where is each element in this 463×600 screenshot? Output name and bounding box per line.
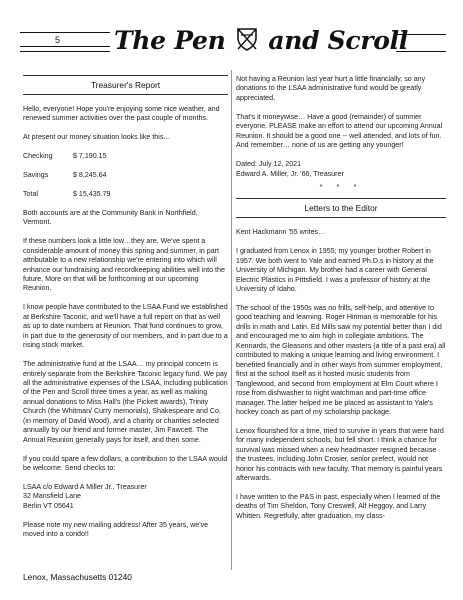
paragraph: Hello, everyone! Hope you're enjoying some nice weather, and renewed summer activities over the past couple of months.	[23, 105, 220, 123]
signature-line: Edward A. Miller, Jr. '66, Treasurer	[236, 169, 344, 178]
paragraph: Kent Hackmann '55 writes…	[236, 228, 326, 237]
paragraph: The administrative fund at the LSAA… my principal concern is entirely separate from the Berkshire Taconic legacy fund. We pay all the administrative expenses of the LSAA, including publication of the Pen and Scroll three times a year, as well as making annual donations to Miss Hall's (the Pickett awards), Trinity Church (the Whitman/ Curry memorials), Shakespeare and Co. (in memory of David Wood), and a charity or charities selected annually by our friend and former master, Jim Fawcett. The Annual Reunion generally pays for itself, and then some.	[23, 360, 228, 444]
paragraph: Please note my new mailing address! After 35 years, we've moved into a condo!!	[23, 520, 209, 539]
masthead-rule-left	[20, 51, 110, 52]
paragraph: That's it moneywise… Have a good (remainder) of summer everyone. PLEASE make an effort to attend our upcoming Annual Reunion. It should be a good one -- well attended, and lots of fun. And remember… none of us are getting any younger!	[236, 112, 443, 150]
account-balances	[23, 152, 228, 209]
account-label: Total	[23, 189, 38, 198]
paragraph: If these numbers look a little low…they are. We've spent a considerable amount of money this spring and summer, in part attributable to a new relationship we're entering into which will enhance our fundraising and recordkeeping abilities well into the future, More on that will be forthcoming at our upcoming Reunion.	[23, 237, 225, 293]
account-row-savings	[23, 171, 228, 180]
left-column	[23, 75, 228, 549]
account-label: Checking	[23, 152, 53, 161]
title-left: The Pen	[114, 26, 226, 55]
paragraph: The school of the 1950s was no frills, self-help, and attentive to good teaching and learning. Roger Hinman is memorable for his drills in math and Latin. Ed Mills saw my potential better than I did and encouraged me to aim high in collegiate ambitions. The Kennards, the Gleasons and other masters (a title of a past era) all contributed to making a unique learning and living environment. I benefited financially and in other ways from summer employment, first at the school itself as it hosted music students from Tanglewood, and second from employment at Elm Court where I rose from dishwasher to night watchman and part-time office manager. The latter helped me be placed as assistant to Yale's hockey coach as part of my scholarship package.	[236, 304, 446, 416]
address-line: LSAA c/o Edward A Miller Jr., Treasurer	[23, 482, 147, 491]
paragraph: Lenox flourished for a time, tried to survive in years that were hard for many independent schools, but fell short. I think a chance for survival was missed when a new headmaster resigned because the trustees, including John Crosier, senior prefect, would not honor his contracts with new faculty. That memory is painful years afterwards.	[236, 426, 444, 483]
masthead	[0, 0, 463, 66]
account-value: $ 15,435.79	[73, 189, 111, 198]
footer-location: Lenox, Massachusetts 01240	[23, 572, 132, 582]
account-label: Savings	[23, 171, 49, 180]
section-separator: * * *	[319, 181, 363, 191]
right-column	[236, 75, 446, 531]
page-number-box	[20, 32, 110, 47]
account-row-checking	[23, 152, 228, 161]
address-line: 32 Mansfield Lane	[23, 492, 81, 501]
treasurers-report-heading: Treasurer's Report	[23, 75, 228, 95]
paragraph: At present our money situation looks like this…	[23, 133, 171, 142]
paragraph: Both accounts are at the Community Bank in Northfield, Vermont.	[23, 208, 198, 227]
account-value: $ 7,190.15	[73, 152, 107, 161]
account-row-total	[23, 190, 228, 199]
letters-heading: Letters to the Editor	[236, 198, 446, 218]
mailing-address	[23, 483, 228, 511]
date-line: Dated: July 12, 2021	[236, 160, 302, 169]
paragraph: I have written to the P&S in past, especially when I learned of the deaths of Tim Sheldon, Tony Creswell, Alf Heggoy, and Larry Whitten. Regretfully, after graduation, my class-	[236, 493, 441, 520]
dateline	[236, 160, 446, 179]
page-number: 5	[55, 35, 61, 45]
newsletter-title	[114, 22, 408, 60]
paragraph: I know people have contributed to the LSAA Fund we established at Berkshire Taconic, and we'll have a full report on that as well as up to date numbers at Reunion. That fund continues to grow, in part due to the generosity of our members, and in part due to a rising stock market.	[23, 303, 228, 350]
paragraph: I graduated from Lenox in 1955; my younger brother Robert in 1957. We both went to Yale and earned Ph.D.s in history at the University of Michigan. My brother had a career with General Electric Plastics in Pittsfield. I was a professor of history at the University of Idaho.	[236, 247, 434, 294]
paragraph: If you could spare a few dollars, a contribution to the LSAA would be welcome. Send checks to:	[23, 454, 228, 473]
shield-crest-icon	[236, 24, 258, 62]
paragraph: Not having a Reunion last year hurt a little financially, so any donations to the LSAA administrative fund would be greatly appreciated,	[236, 75, 426, 102]
address-line: Berlin VT 05641	[23, 501, 74, 510]
account-value: $ 8,245.64	[73, 171, 107, 180]
column-divider	[231, 70, 232, 570]
title-right: and Scroll	[268, 26, 408, 55]
